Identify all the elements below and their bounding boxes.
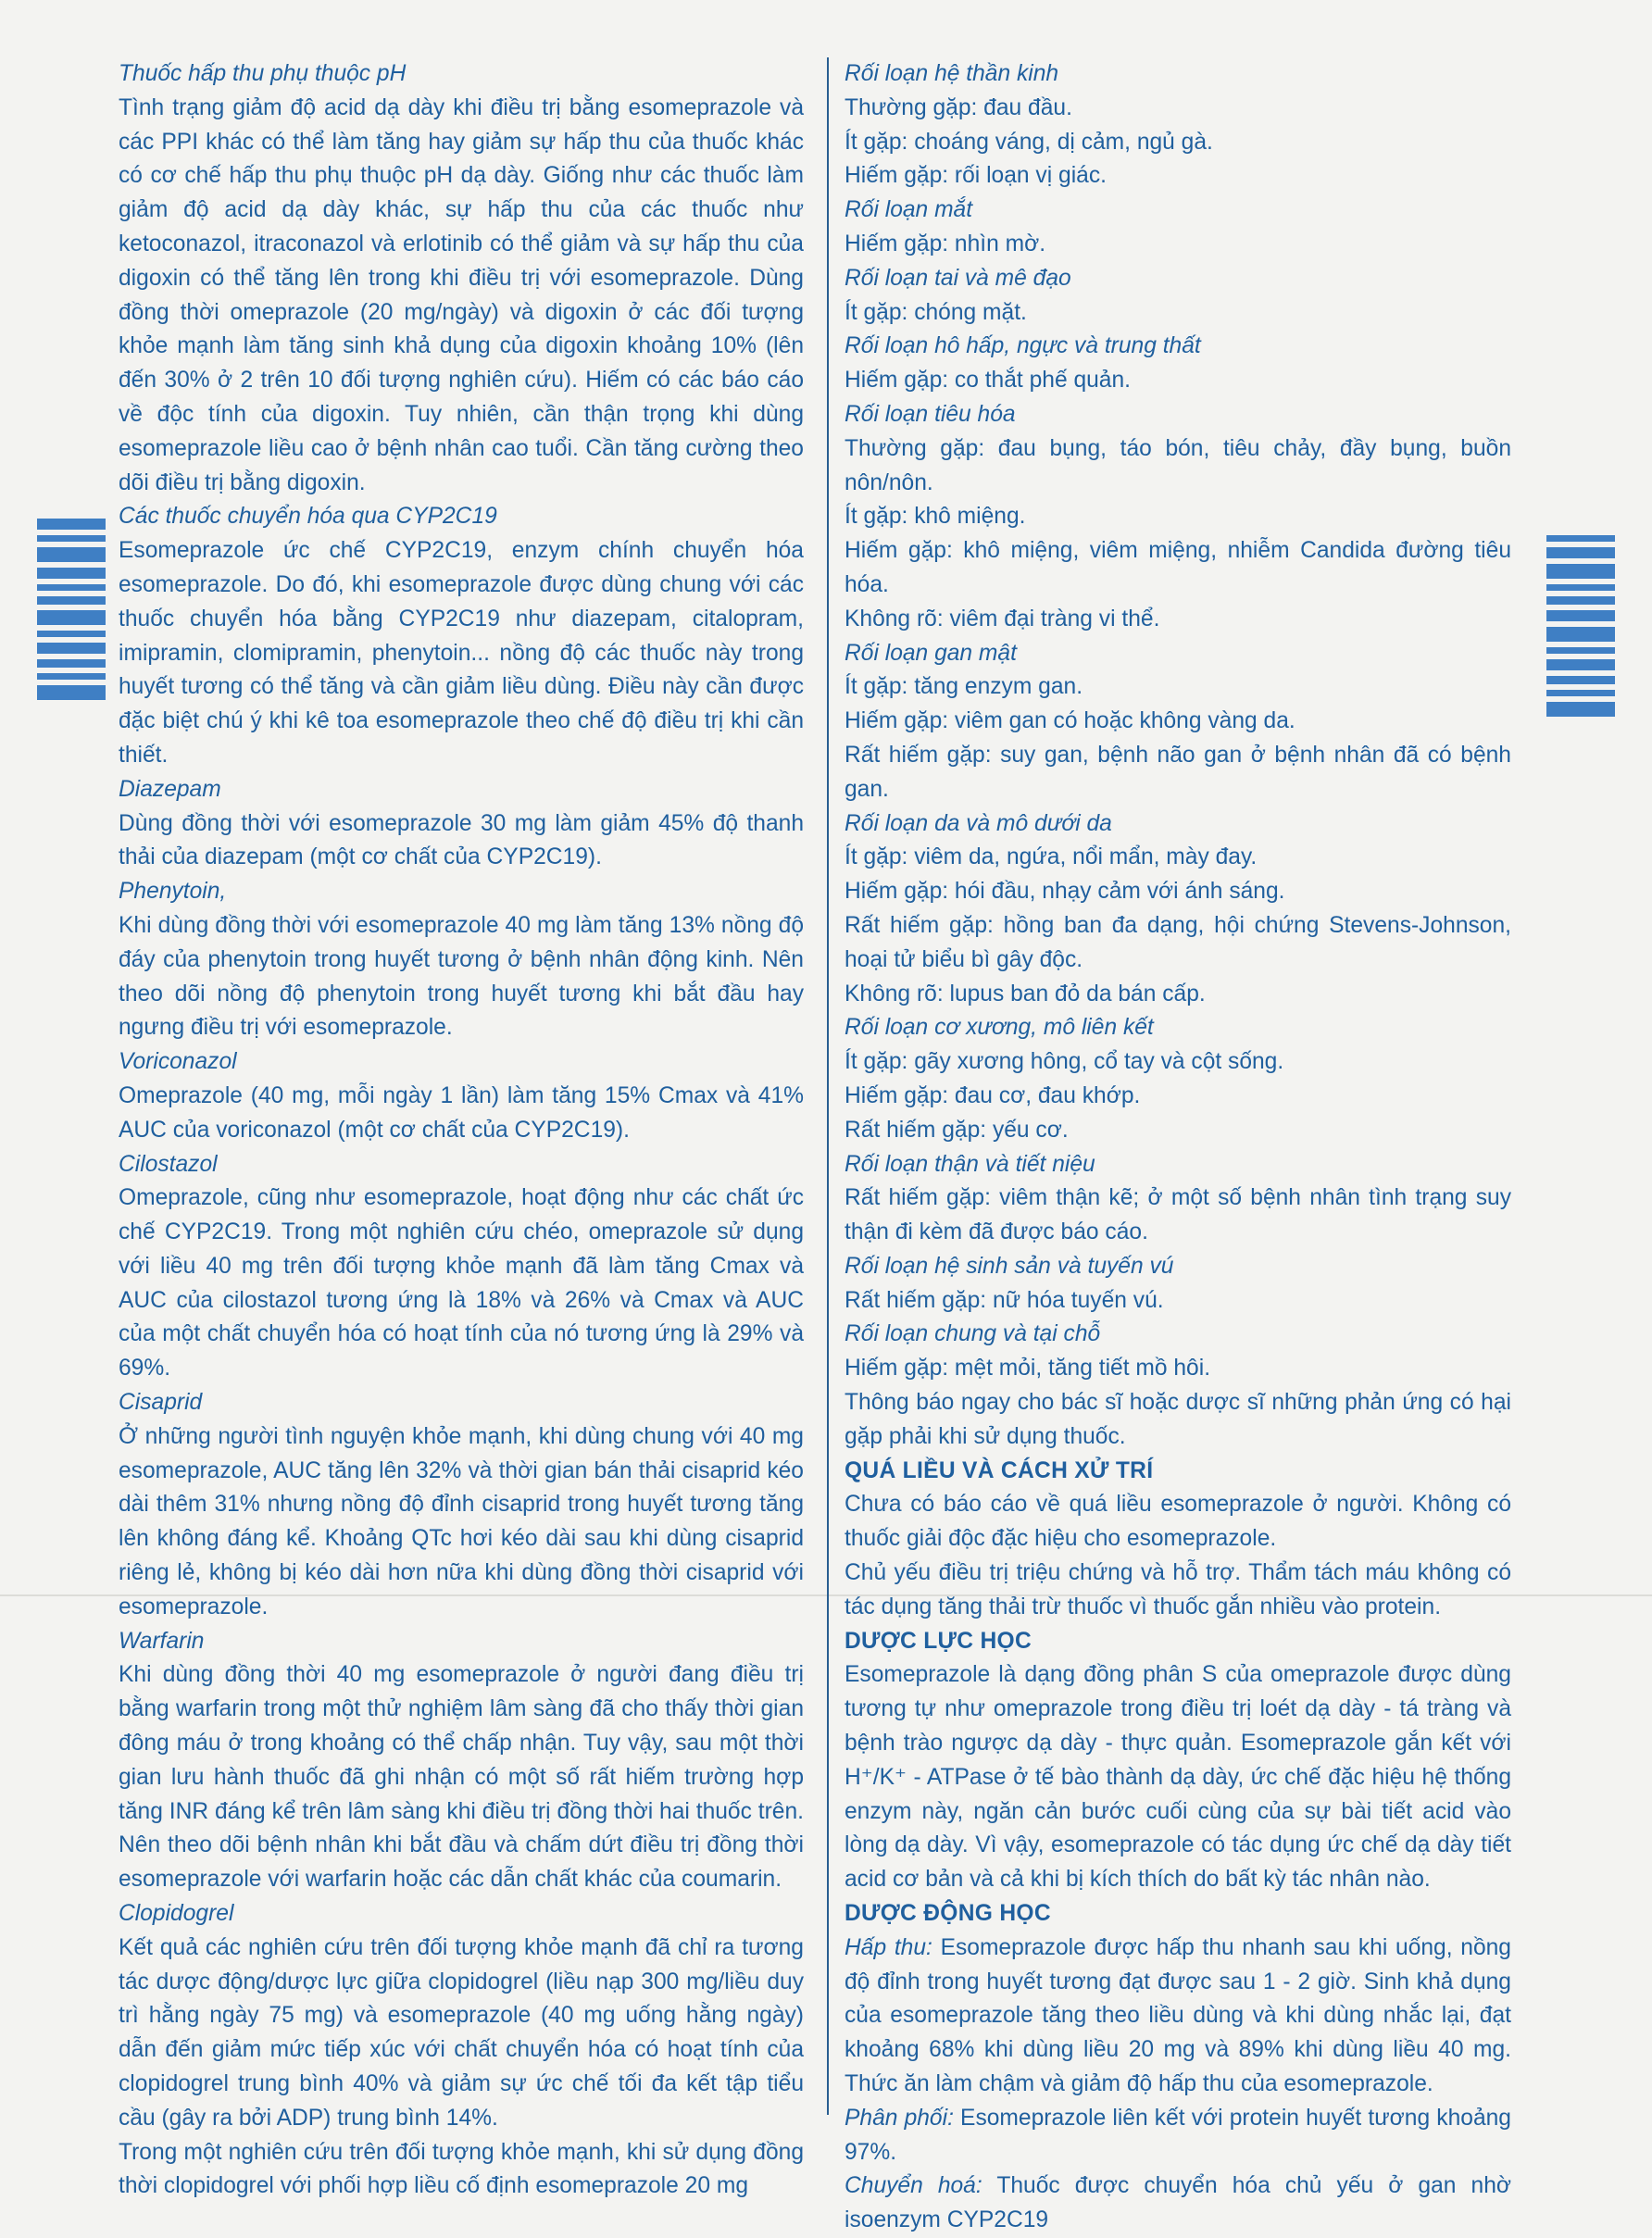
paragraph (845, 1932, 1511, 2102)
section-heading: DƯỢC ĐỘNG HỌC (845, 1901, 1051, 1927)
subsection-heading: Voriconazol (119, 1049, 237, 1075)
paragraph-text: Esomeprazole được hấp thu nhanh sau khi uống, nồng độ đỉnh trong huyết tương đạt được sau 1 - 2 giờ. Sinh khả dụng của esomeprazole tăng theo liều dùng và khi dùng nhắc lại, đạt khoảng 68% khi dùng liều 20 mg và 89% khi dùng liều 40 mg. Thức ăn làm chậm và giảm độ hấp thu của esomeprazole. (845, 1934, 1511, 2097)
paragraph: Tình trạng giảm độ acid dạ dày khi điều trị bằng esomeprazole và các PPI khác có thể làm tăng hay giảm sự hấp thu của thuốc khác có cơ chế hấp thu phụ thuộc pH dạ dày. Giống như các thuốc làm giảm độ acid dạ dày khác, sự hấp thu của các thuốc như ketoconazol, itraconazol và erlotinib có thể giảm và sự hấp thu của digoxin có thể tăng lên trong khi điều trị với esomeprazole. Dùng đồng thời omeprazole (20 mg/ngày) và digoxin ở các đối tượng khỏe mạnh làm tăng sinh khả dụng của digoxin khoảng 10% (lên đến 30% ở 2 trên 10 đối tượng nghiên cứu). Hiếm có các báo cáo về độc tính của digoxin. Tuy nhiên, cần thận trọng khi dùng esomeprazole liều cao ở bệnh nhân cao tuổi. Cần tăng cường theo dõi điều trị bằng digoxin. (119, 94, 804, 495)
subsection-heading: Rối loạn hệ sinh sản và tuyến vú (845, 1253, 1174, 1279)
paragraph: Ít gặp: chóng mặt. (845, 299, 1027, 325)
paragraph: Rất hiếm gặp: hồng ban đa dạng, hội chứng Stevens-Johnson, hoại tử biểu bì gây độc. (845, 912, 1511, 972)
paragraph: Ít gặp: tăng enzym gan. (845, 674, 1083, 700)
paragraph: Khi dùng đồng thời 40 mg esomeprazole ở người đang điều trị bằng warfarin trong một thử nghiệm lâm sàng đã cho thấy thời gian đông máu ở trong khoảng có thể chấp nhận. Tuy vậy, sau một thời gian lưu hành thuốc đã ghi nhận có một số rất hiếm trường hợp tăng INR đáng kể trên lâm sàng khi điều trị đồng thời hai thuốc trên. Nên theo dõi bệnh nhân khi bắt đầu và chấm dứt điều trị đồng thời esomeprazole với warfarin hoặc các dẫn chất khác của coumarin. (119, 1662, 804, 1893)
paragraph: Hiếm gặp: nhìn mờ. (845, 231, 1046, 256)
paragraph: Chủ yếu điều trị triệu chứng và hỗ trợ. Thẩm tách máu không có tác dụng tăng thải trừ thuốc vì thuốc gắn nhiều vào protein. (845, 1560, 1511, 1619)
paragraph-lead: Chuyển hoá: (845, 2173, 982, 2199)
paragraph-text: Esomeprazole liên kết với protein huyết tương khoảng 97%. (845, 2105, 1511, 2165)
subsection-heading: Rối loạn hô hấp, ngực và trung thất (845, 333, 1201, 359)
section-heading: DƯỢC LỰC HỌC (845, 1628, 1032, 1654)
paragraph: Ít gặp: gãy xương hông, cổ tay và cột sống. (845, 1049, 1284, 1075)
subsection-heading: Cisaprid (119, 1390, 203, 1416)
subsection-heading: Rối loạn thận và tiết niệu (845, 1151, 1095, 1177)
subsection-heading: Cilostazol (119, 1151, 218, 1177)
subsection-heading: Rối loạn da và mô dưới da (845, 810, 1112, 836)
left-text-column (119, 57, 804, 2204)
paragraph (845, 2169, 1511, 2238)
paragraph: Hiếm gặp: khô miệng, viêm miệng, nhiễm Candida đường tiêu hóa. (845, 538, 1511, 597)
section-heading: QUÁ LIỀU VÀ CÁCH XỬ TRÍ (845, 1457, 1154, 1483)
subsection-heading: Rối loạn tai và mê đạo (845, 265, 1071, 291)
paragraph: Chưa có báo cáo về quá liều esomeprazole ở người. Không có thuốc giải độc đặc hiệu cho esomeprazole. (845, 1492, 1511, 1552)
paragraph: Rất hiếm gặp: viêm thận kẽ; ở một số bệnh nhân tình trạng suy thận đi kèm đã được báo cáo. (845, 1185, 1511, 1245)
paragraph: Thường gặp: đau bụng, táo bón, tiêu chảy, đầy bụng, buồn nôn/nôn. (845, 435, 1511, 495)
paragraph: Ít gặp: khô miệng. (845, 504, 1026, 530)
paragraph: Omeprazole, cũng như esomeprazole, hoạt động như các chất ức chế CYP2C19. Trong một nghiên cứu chéo, omeprazole sử dụng với liều 40 mg trên đối tượng khỏe mạnh đã làm tăng Cmax và AUC của cilostazol tương ứng là 18% và 26% và Cmax và AUC của một chất chuyển hóa có hoạt tính của nó tương ứng là 29% và 69%. (119, 1185, 804, 1382)
subsection-heading: Rối loạn tiêu hóa (845, 401, 1016, 427)
paragraph: Hiếm gặp: co thắt phế quản. (845, 368, 1131, 394)
paragraph-lead: Phân phối: (845, 2105, 954, 2131)
paragraph: Thông báo ngay cho bác sĩ hoặc dược sĩ những phản ứng có hại gặp phải khi sử dụng thuốc. (845, 1390, 1511, 1449)
paragraph: Hiếm gặp: mệt mỏi, tăng tiết mồ hôi. (845, 1356, 1211, 1382)
paragraph: Hiếm gặp: hói đầu, nhạy cảm với ánh sáng. (845, 879, 1285, 905)
paragraph: Ít gặp: viêm da, ngứa, nổi mẩn, mày đay. (845, 844, 1258, 870)
paragraph: Esomeprazole là dạng đồng phân S của omeprazole được dùng tương tự như omeprazole trong điều trị loét dạ dày - tá tràng và bệnh trào ngược dạ dày - thực quản. Esomeprazole gắn kết với H⁺/K⁺ - ATPase ở tế bào thành dạ dày, ức chế đặc hiệu hệ thống enzym này, ngăn cản bước cuối cùng của sự bài tiết acid vào lòng dạ dày. Vì vậy, esomeprazole có tác dụng ức chế dạ dày tiết acid cơ bản và cả khi bị kích thích do bất kỳ tác nhân nào. (845, 1662, 1511, 1893)
subsection-heading: Diazepam (119, 776, 221, 802)
paragraph: Ít gặp: choáng váng, dị cảm, ngủ gà. (845, 129, 1213, 155)
paragraph: Rất hiếm gặp: yếu cơ. (845, 1117, 1069, 1143)
color-bar-mark-left (37, 519, 106, 706)
paragraph: Trong một nghiên cứu trên đối tượng khỏe mạnh, khi sử dụng đồng thời clopidogrel với phối hợp liều cố định esomeprazole 20 mg (119, 2139, 804, 2199)
subsection-heading: Clopidogrel (119, 1901, 234, 1927)
right-text-column (845, 57, 1511, 2238)
paragraph: Ở những người tình nguyện khỏe mạnh, khi dùng chung với 40 mg esomeprazole, AUC tăng lên 32% và thời gian bán thải cisaprid kéo dài thêm 31% nhưng nồng độ đỉnh cisaprid trong huyết tương tăng lên không đáng kể. Khoảng QTc hơi kéo dài sau khi dùng cisaprid riêng lẻ, không bị kéo dài hơn nữa khi dùng đồng thời cisaprid với esomeprazole. (119, 1423, 804, 1619)
paragraph: Rất hiếm gặp: suy gan, bệnh não gan ở bệnh nhân đã có bệnh gan. (845, 742, 1511, 802)
subsection-heading: Rối loạn gan mật (845, 640, 1017, 666)
subsection-heading: Thuốc hấp thu phụ thuộc pH (119, 61, 407, 86)
paragraph: Omeprazole (40 mg, mỗi ngày 1 lần) làm tăng 15% Cmax và 41% AUC của voriconazol (một cơ chất của CYP2C19). (119, 1082, 804, 1143)
paragraph: Không rõ: lupus ban đỏ da bán cấp. (845, 981, 1206, 1006)
paragraph-text: Thuốc được chuyển hóa chủ yếu ở gan nhờ isoenzym CYP2C19 (845, 2173, 1512, 2233)
paragraph: Hiếm gặp: đau cơ, đau khớp. (845, 1082, 1141, 1108)
paragraph: Rất hiếm gặp: nữ hóa tuyến vú. (845, 1287, 1164, 1313)
paragraph (845, 2102, 1511, 2170)
paragraph: Hiếm gặp: rối loạn vị giác. (845, 163, 1107, 189)
color-bar-mark-right (1546, 535, 1615, 722)
paragraph: Dùng đồng thời với esomeprazole 30 mg làm giảm 45% độ thanh thải của diazepam (một cơ chất của CYP2C19). (119, 810, 804, 870)
subsection-heading: Warfarin (119, 1628, 205, 1654)
subsection-heading: Rối loạn hệ thần kinh (845, 61, 1059, 86)
subsection-heading: Rối loạn mắt (845, 197, 973, 223)
subsection-heading: Rối loạn cơ xương, mô liên kết (845, 1015, 1154, 1041)
paragraph: Khi dùng đồng thời với esomeprazole 40 mg làm tăng 13% nồng độ đáy của phenytoin trong huyết tương ở bệnh nhân động kinh. Nên theo dõi nồng độ phenytoin trong huyết tương khi bắt đầu hay ngưng điều trị với esomeprazole. (119, 912, 804, 1041)
subsection-heading: Phenytoin, (119, 879, 227, 905)
paragraph: Hiếm gặp: viêm gan có hoặc không vàng da. (845, 708, 1295, 734)
subsection-heading: Rối loạn chung và tại chỗ (845, 1321, 1101, 1347)
paragraph: Esomeprazole ức chế CYP2C19, enzym chính chuyển hóa esomeprazole. Do đó, khi esomeprazole được dùng chung với các thuốc chuyển hóa bằng CYP2C19 như diazepam, citalopram, imipramin, clomipramin, phenytoin... nồng độ các thuốc này trong huyết tương có thể tăng và cần giảm liều dùng. Điều này cần được đặc biệt chú ý khi kê toa esomeprazole theo chế độ điều trị khi cần thiết. (119, 538, 804, 768)
subsection-heading: Các thuốc chuyển hóa qua CYP2C19 (119, 504, 497, 530)
column-divider (827, 57, 829, 2115)
paragraph: Kết quả các nghiên cứu trên đối tượng khỏe mạnh đã chỉ ra tương tác dược động/dược lực giữa clopidogrel (liều nạp 300 mg/liều duy trì hằng ngày 75 mg) và esomeprazole (40 mg uống hằng ngày) dẫn đến giảm mức tiếp xúc với chất chuyển hóa có hoạt tính của clopidogrel trung bình 40% và giảm sự ức chế tối đa kết tập tiểu cầu (gây ra bởi ADP) trung bình 14%. (119, 1934, 804, 2131)
paragraph-lead: Hấp thu: (845, 1934, 932, 1960)
paragraph: Thường gặp: đau đầu. (845, 94, 1072, 120)
paragraph: Không rõ: viêm đại tràng vi thể. (845, 606, 1160, 631)
